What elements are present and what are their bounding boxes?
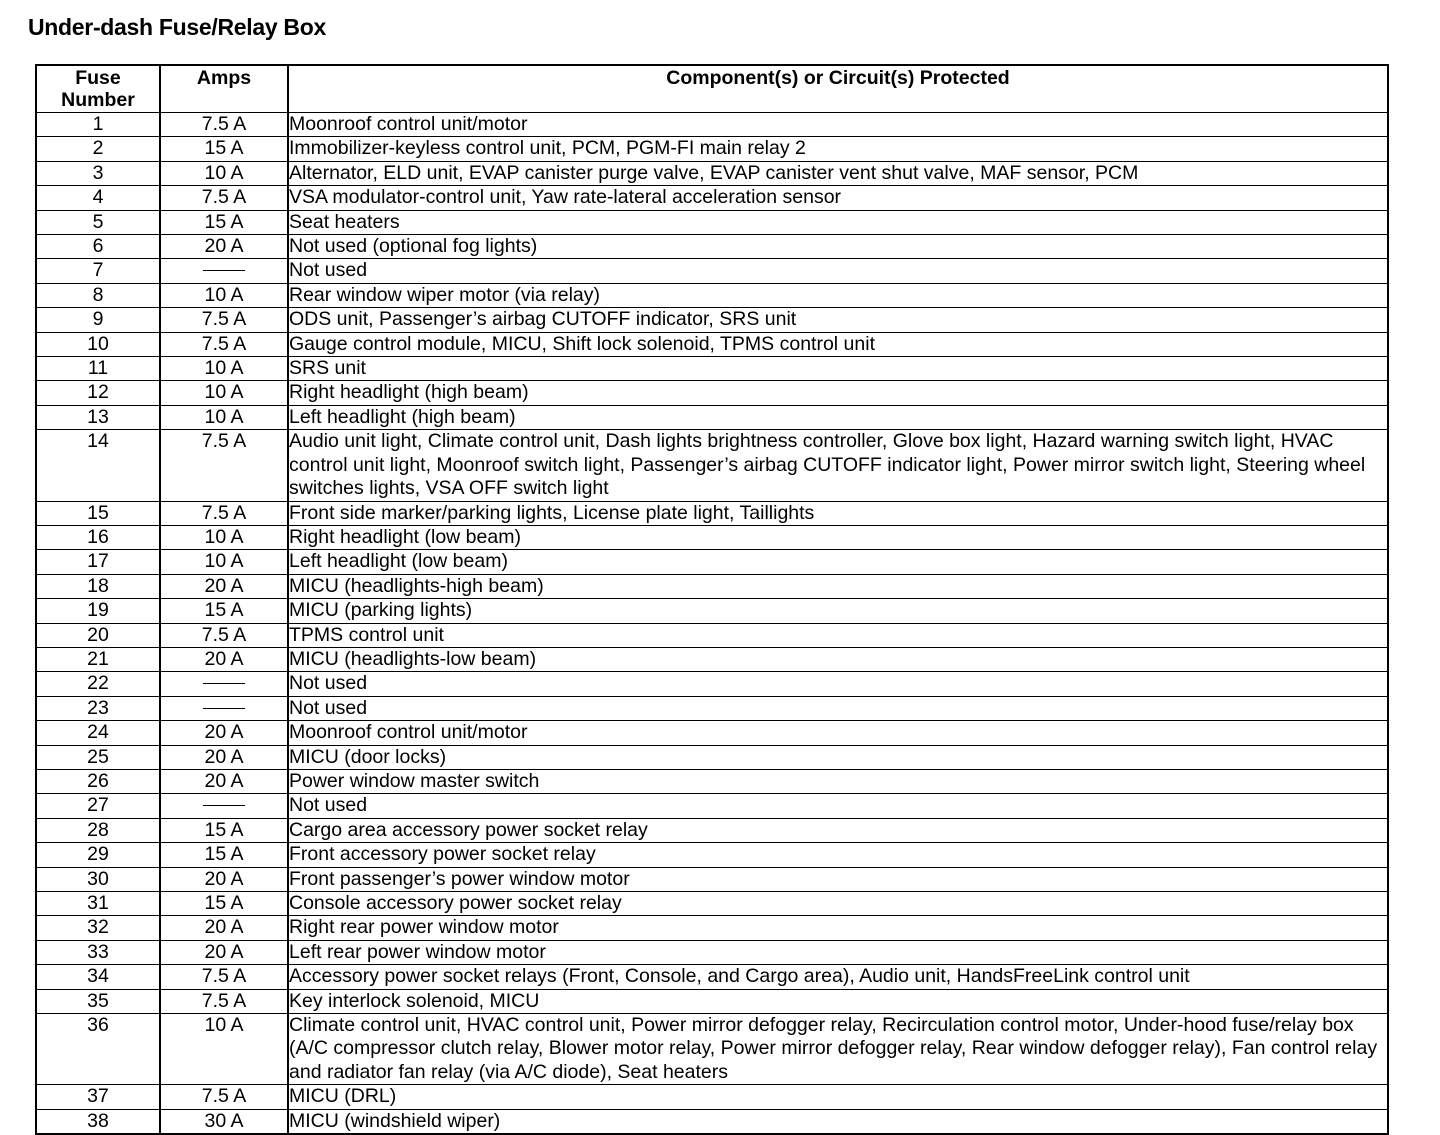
component-cell: Front passenger’s power window motor <box>288 867 1388 891</box>
fuse-number-cell: 15 <box>36 501 160 525</box>
table-row <box>36 210 1388 234</box>
table-row <box>36 599 1388 623</box>
table-row <box>36 745 1388 769</box>
amps-cell: 20 A <box>160 647 288 671</box>
fuse-number-cell: 13 <box>36 405 160 429</box>
fuse-number-cell: 25 <box>36 745 160 769</box>
fuse-number-cell: 6 <box>36 235 160 259</box>
fuse-number-cell: 20 <box>36 623 160 647</box>
fuse-number-cell: 2 <box>36 137 160 161</box>
amps-cell: 10 A <box>160 405 288 429</box>
amps-cell: 10 A <box>160 283 288 307</box>
table-row <box>36 843 1388 867</box>
table-row <box>36 940 1388 964</box>
table-row <box>36 623 1388 647</box>
component-cell: Not used (optional fog lights) <box>288 235 1388 259</box>
table-row <box>36 574 1388 598</box>
table-row <box>36 332 1388 356</box>
amps-cell: 7.5 A <box>160 623 288 647</box>
amps-cell: 20 A <box>160 867 288 891</box>
component-cell: Not used <box>288 259 1388 283</box>
amps-cell: 10 A <box>160 1014 288 1085</box>
amps-cell: 7.5 A <box>160 965 288 989</box>
component-cell: Gauge control module, MICU, Shift lock solenoid, TPMS control unit <box>288 332 1388 356</box>
component-cell: Accessory power socket relays (Front, Console, and Cargo area), Audio unit, HandsFreeLink control unit <box>288 965 1388 989</box>
amps-cell: 10 A <box>160 357 288 381</box>
header-fuse-number: Fuse Number <box>36 65 160 113</box>
header-amps: Amps <box>160 65 288 113</box>
table-row <box>36 867 1388 891</box>
amps-cell: 7.5 A <box>160 308 288 332</box>
table-row <box>36 283 1388 307</box>
table-row <box>36 113 1388 137</box>
component-cell: MICU (headlights-high beam) <box>288 574 1388 598</box>
table-row <box>36 647 1388 671</box>
fuse-number-cell: 30 <box>36 867 160 891</box>
table-row <box>36 259 1388 283</box>
fuse-number-cell: 7 <box>36 259 160 283</box>
table-row <box>36 989 1388 1013</box>
header-components: Component(s) or Circuit(s) Protected <box>288 65 1388 113</box>
table-row <box>36 357 1388 381</box>
amps-cell: 7.5 A <box>160 186 288 210</box>
component-cell: Left headlight (low beam) <box>288 550 1388 574</box>
fuse-number-cell: 31 <box>36 892 160 916</box>
amps-cell: 15 A <box>160 818 288 842</box>
fuse-number-cell: 5 <box>36 210 160 234</box>
amps-cell: 15 A <box>160 892 288 916</box>
component-cell: Cargo area accessory power socket relay <box>288 818 1388 842</box>
component-cell: VSA modulator-control unit, Yaw rate-lateral acceleration sensor <box>288 186 1388 210</box>
amps-cell: 20 A <box>160 916 288 940</box>
component-cell: Immobilizer-keyless control unit, PCM, PGM-FI main relay 2 <box>288 137 1388 161</box>
dash-mark <box>203 683 245 684</box>
component-cell: Console accessory power socket relay <box>288 892 1388 916</box>
component-cell: Front side marker/parking lights, License plate light, Taillights <box>288 501 1388 525</box>
table-row <box>36 186 1388 210</box>
amps-cell: 7.5 A <box>160 113 288 137</box>
fuse-number-cell: 12 <box>36 381 160 405</box>
component-cell: MICU (headlights-low beam) <box>288 647 1388 671</box>
component-cell: TPMS control unit <box>288 623 1388 647</box>
table-row <box>36 672 1388 696</box>
amps-cell-empty <box>160 259 288 283</box>
amps-cell: 10 A <box>160 525 288 549</box>
fuse-number-cell: 22 <box>36 672 160 696</box>
fuse-number-cell: 9 <box>36 308 160 332</box>
amps-cell: 10 A <box>160 161 288 185</box>
component-cell: Left rear power window motor <box>288 940 1388 964</box>
component-cell: Climate control unit, HVAC control unit, Power mirror defogger relay, Recirculation control motor, Under-hood fuse/relay box (A/C compressor clutch relay, Blower motor relay, Power mirror defogger relay, Rear window defogger relay), Fan control relay and radiator fan relay (via A/C diode), Seat heaters <box>288 1014 1388 1085</box>
component-cell: Not used <box>288 794 1388 818</box>
table-row <box>36 550 1388 574</box>
table-row <box>36 818 1388 842</box>
component-cell: Moonroof control unit/motor <box>288 721 1388 745</box>
table-row <box>36 381 1388 405</box>
table-row <box>36 430 1388 501</box>
fuse-number-cell: 37 <box>36 1085 160 1109</box>
fuse-number-cell: 19 <box>36 599 160 623</box>
amps-cell: 10 A <box>160 550 288 574</box>
component-cell: ODS unit, Passenger’s airbag CUTOFF indicator, SRS unit <box>288 308 1388 332</box>
amps-cell: 20 A <box>160 574 288 598</box>
fuse-number-cell: 18 <box>36 574 160 598</box>
fuse-number-cell: 14 <box>36 430 160 501</box>
table-row <box>36 721 1388 745</box>
table-row <box>36 769 1388 793</box>
amps-cell: 7.5 A <box>160 1085 288 1109</box>
fuse-number-cell: 4 <box>36 186 160 210</box>
amps-cell: 20 A <box>160 769 288 793</box>
fuse-number-cell: 11 <box>36 357 160 381</box>
amps-cell: 7.5 A <box>160 430 288 501</box>
table-row <box>36 161 1388 185</box>
component-cell: MICU (windshield wiper) <box>288 1109 1388 1134</box>
fuse-number-cell: 3 <box>36 161 160 185</box>
amps-cell: 15 A <box>160 599 288 623</box>
amps-cell-empty <box>160 794 288 818</box>
amps-cell: 7.5 A <box>160 332 288 356</box>
amps-cell: 20 A <box>160 235 288 259</box>
fuse-number-cell: 38 <box>36 1109 160 1134</box>
table-row <box>36 916 1388 940</box>
header-row <box>36 65 1388 113</box>
amps-cell: 7.5 A <box>160 989 288 1013</box>
amps-cell: 15 A <box>160 843 288 867</box>
component-cell: Power window master switch <box>288 769 1388 793</box>
table-row <box>36 1085 1388 1109</box>
component-cell: SRS unit <box>288 357 1388 381</box>
fuse-table <box>35 64 1389 1135</box>
amps-cell: 20 A <box>160 940 288 964</box>
fuse-number-cell: 24 <box>36 721 160 745</box>
table-row <box>36 1109 1388 1134</box>
component-cell: MICU (DRL) <box>288 1085 1388 1109</box>
amps-cell: 10 A <box>160 381 288 405</box>
fuse-number-cell: 8 <box>36 283 160 307</box>
fuse-number-cell: 10 <box>36 332 160 356</box>
amps-cell: 7.5 A <box>160 501 288 525</box>
component-cell: Not used <box>288 672 1388 696</box>
amps-cell: 30 A <box>160 1109 288 1134</box>
table-row <box>36 696 1388 720</box>
amps-cell: 20 A <box>160 721 288 745</box>
component-cell: Audio unit light, Climate control unit, Dash lights brightness controller, Glove box light, Hazard warning switch light, HVAC control unit light, Moonroof switch light, Passenger’s airbag CUTOFF indicator light, Power mirror switch light, Steering wheel switches lights, VSA OFF switch light <box>288 430 1388 501</box>
table-row <box>36 965 1388 989</box>
component-cell: Seat heaters <box>288 210 1388 234</box>
component-cell: Rear window wiper motor (via relay) <box>288 283 1388 307</box>
dash-mark <box>203 270 245 271</box>
component-cell: Alternator, ELD unit, EVAP canister purge valve, EVAP canister vent shut valve, MAF sensor, PCM <box>288 161 1388 185</box>
component-cell: Moonroof control unit/motor <box>288 113 1388 137</box>
table-row <box>36 1014 1388 1085</box>
fuse-number-cell: 16 <box>36 525 160 549</box>
table-row <box>36 794 1388 818</box>
component-cell: Left headlight (high beam) <box>288 405 1388 429</box>
component-cell: Key interlock solenoid, MICU <box>288 989 1388 1013</box>
page-title: Under-dash Fuse/Relay Box <box>28 14 326 40</box>
amps-cell: 20 A <box>160 745 288 769</box>
component-cell: MICU (door locks) <box>288 745 1388 769</box>
table-row <box>36 405 1388 429</box>
amps-cell-empty <box>160 672 288 696</box>
fuse-number-cell: 32 <box>36 916 160 940</box>
fuse-table-body <box>36 113 1388 1135</box>
fuse-number-cell: 26 <box>36 769 160 793</box>
fuse-number-cell: 28 <box>36 818 160 842</box>
fuse-number-cell: 33 <box>36 940 160 964</box>
fuse-number-cell: 35 <box>36 989 160 1013</box>
amps-cell: 15 A <box>160 210 288 234</box>
component-cell: Right rear power window motor <box>288 916 1388 940</box>
dash-mark <box>203 708 245 709</box>
dash-mark <box>203 805 245 806</box>
component-cell: MICU (parking lights) <box>288 599 1388 623</box>
table-row <box>36 137 1388 161</box>
fuse-number-cell: 29 <box>36 843 160 867</box>
amps-cell-empty <box>160 696 288 720</box>
amps-cell: 15 A <box>160 137 288 161</box>
fuse-number-cell: 27 <box>36 794 160 818</box>
table-row <box>36 892 1388 916</box>
fuse-number-cell: 17 <box>36 550 160 574</box>
table-row <box>36 501 1388 525</box>
fuse-number-cell: 1 <box>36 113 160 137</box>
component-cell: Right headlight (high beam) <box>288 381 1388 405</box>
fuse-number-cell: 21 <box>36 647 160 671</box>
fuse-number-cell: 23 <box>36 696 160 720</box>
table-row <box>36 525 1388 549</box>
table-row <box>36 308 1388 332</box>
table-row <box>36 235 1388 259</box>
fuse-number-cell: 34 <box>36 965 160 989</box>
fuse-number-cell: 36 <box>36 1014 160 1085</box>
component-cell: Front accessory power socket relay <box>288 843 1388 867</box>
component-cell: Not used <box>288 696 1388 720</box>
component-cell: Right headlight (low beam) <box>288 525 1388 549</box>
